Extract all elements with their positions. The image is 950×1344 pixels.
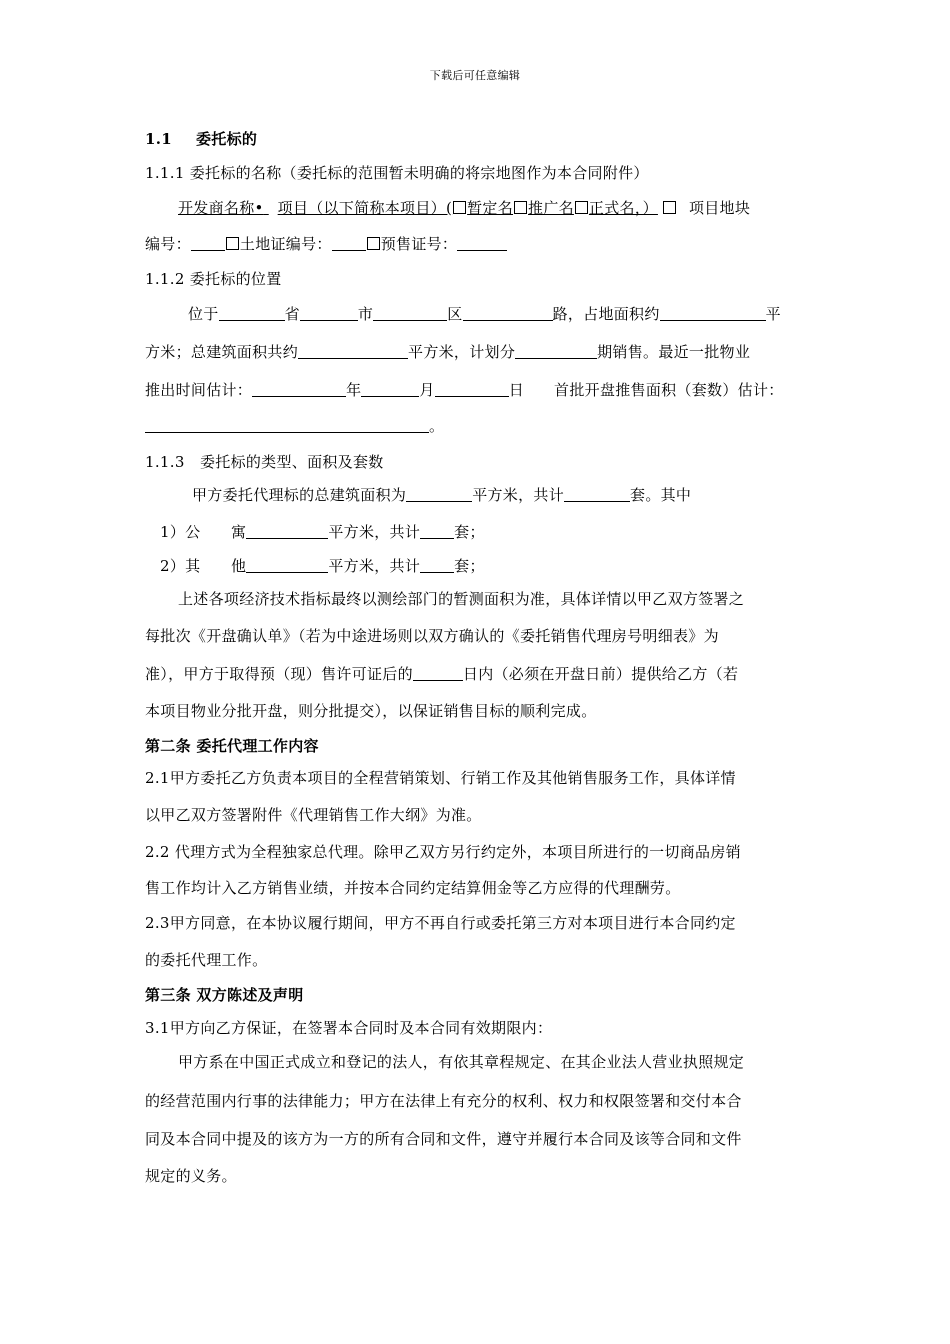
phases-label: 期销售。最近一批物业 bbox=[597, 343, 751, 361]
area-line bbox=[145, 342, 750, 362]
checkbox-plot[interactable] bbox=[663, 201, 676, 214]
first-batch-blank[interactable] bbox=[145, 417, 429, 433]
road-blank[interactable] bbox=[463, 305, 553, 321]
year-label: 年 bbox=[346, 381, 362, 399]
section-title: 委托标的 bbox=[196, 130, 258, 148]
city-label: 市 bbox=[357, 305, 374, 323]
land-area-blank[interactable] bbox=[660, 305, 766, 321]
land-cert-blank[interactable] bbox=[332, 235, 366, 251]
promo-name-label: 推广名 bbox=[528, 199, 574, 217]
first-batch-label: 首批开盘推售面积（套数）估计： bbox=[554, 381, 784, 399]
para-1-l4: 本项目物业分批开盘，则分批提交），以保证销售目标的顺利完成。 bbox=[145, 702, 597, 720]
plot-no-label: 编号： bbox=[145, 235, 191, 253]
total-c: 套。其中 bbox=[630, 486, 692, 504]
apt-a: 1）公 寓 bbox=[160, 523, 247, 541]
para-1-l2: 每批次《开盘确认单》（若为中途进场则以双方确认的《委托销售代理房号明细表》为 bbox=[145, 627, 719, 645]
period: 。 bbox=[429, 417, 445, 435]
oth-c: 套； bbox=[454, 557, 485, 575]
day-label: 日 bbox=[508, 381, 525, 399]
clause-3-2-l4: 规定的义务。 bbox=[145, 1167, 237, 1185]
phases-blank[interactable] bbox=[515, 343, 597, 359]
article-3-title: 第三条 双方陈述及声明 bbox=[145, 986, 304, 1004]
clause-3-2-l3: 同及本合同中提及的该方为一方的所有合同和文件，遵守并履行本合同及该等合同和文件 bbox=[145, 1130, 742, 1148]
plot-no-blank[interactable] bbox=[191, 235, 225, 251]
sqm-label-3: 平方米，计划分 bbox=[408, 343, 516, 361]
day-blank[interactable] bbox=[435, 381, 509, 397]
first-batch-line bbox=[145, 416, 444, 436]
district-blank[interactable] bbox=[373, 305, 447, 321]
clause-2-2-l2: 售工作均计入乙方销售业绩，并按本合同约定结算佣金等乙方应得的代理酬劳。 bbox=[145, 879, 681, 897]
province-label: 省 bbox=[284, 305, 300, 323]
total-units-blank[interactable] bbox=[564, 486, 630, 502]
clause-3-2-l2: 的经营范围内行事的法律能力；甲方在法律上有充分的权利、权力和权限签署和交付本合 bbox=[145, 1092, 742, 1110]
total-area-blank[interactable] bbox=[298, 343, 408, 359]
month-blank[interactable] bbox=[361, 381, 419, 397]
land-cert-label: 土地证编号： bbox=[239, 235, 332, 253]
oth-b: 平方米，共计 bbox=[328, 557, 421, 575]
checkbox-land-cert[interactable] bbox=[226, 237, 239, 250]
loc-at: 位于 bbox=[188, 305, 219, 323]
clause-1-1-2: 1.1.2 委托标的位置 bbox=[145, 270, 282, 288]
clause-3-1: 3.1甲方向乙方保证，在签署本合同时及本合同有效期限内： bbox=[145, 1019, 553, 1037]
clause-2-3-l2: 的委托代理工作。 bbox=[145, 951, 268, 969]
checkbox-tmp-name[interactable] bbox=[453, 201, 466, 214]
plot-label: 项目地块 bbox=[688, 199, 751, 217]
project-label: 项目（以下简称本项目）( bbox=[277, 199, 453, 217]
p1-l3b: 日内（必须在开盘日前）提供给乙方（若 bbox=[462, 665, 739, 683]
location-line bbox=[188, 304, 781, 324]
total-area-line bbox=[192, 485, 691, 505]
sqm-label-1: 平 bbox=[765, 305, 781, 323]
checkbox-formal-name[interactable] bbox=[575, 201, 588, 214]
clause-2-1-l1: 2.1甲方委托乙方负责本项目的全程营销策划、行销工作及其他销售服务工作，具体详情 bbox=[145, 769, 736, 787]
presale-blank[interactable] bbox=[457, 235, 507, 251]
section-number: 1.1 bbox=[145, 130, 172, 148]
para-1-l1: 上述各项经济技术指标最终以测绘部门的暂测面积为准，具体详情以甲乙双方签署之 bbox=[178, 590, 745, 608]
developer-line bbox=[178, 198, 750, 218]
para-1-l3 bbox=[145, 664, 738, 684]
clause-1-1-1: 1.1.1 委托标的名称（委托标的范围暂未明确的将宗地图作为本合同附件） bbox=[145, 164, 649, 182]
formal-name-label: 正式名，） bbox=[588, 199, 658, 217]
clause-2-2-l1: 2.2 代理方式为全程独家总代理。除甲乙双方另行约定外，本项目所进行的一切商品房销 bbox=[145, 843, 741, 861]
page-header: 下载后可任意编辑 bbox=[429, 69, 521, 82]
apt-c: 套； bbox=[454, 523, 485, 541]
article-2-title: 第二条 委托代理工作内容 bbox=[145, 737, 319, 755]
checkbox-presale[interactable] bbox=[367, 237, 380, 250]
section-title-1-1 bbox=[145, 129, 257, 149]
oth-a: 2）其 他 bbox=[160, 557, 247, 575]
apt-sqm-blank[interactable] bbox=[246, 523, 328, 539]
clause-2-1-l2: 以甲乙双方签署附件《代理销售工作大纲》为准。 bbox=[145, 806, 482, 824]
total-b: 平方米，共计 bbox=[472, 486, 565, 504]
clause-3-2-l1: 甲方系在中国正式成立和登记的法人，有依其章程规定、在其企业法人营业执照规定 bbox=[178, 1053, 745, 1071]
presale-label: 预售证号： bbox=[380, 235, 458, 253]
apt-units-blank[interactable] bbox=[420, 523, 454, 539]
apartment-line bbox=[160, 522, 485, 542]
clause-2-3-l1: 2.3甲方同意，在本协议履行期间，甲方不再自行或委托第三方对本项目进行本合同约定 bbox=[145, 914, 736, 932]
checkbox-promo-name[interactable] bbox=[514, 201, 527, 214]
oth-units-blank[interactable] bbox=[420, 557, 454, 573]
apt-b: 平方米，共计 bbox=[328, 523, 421, 541]
launch-line bbox=[145, 380, 784, 400]
road-label: 路，占地面积约 bbox=[552, 305, 660, 323]
launch-label: 推出时间估计： bbox=[145, 381, 253, 399]
days-blank[interactable] bbox=[413, 665, 463, 681]
p1-l3a: 准），甲方于取得预（现）售许可证后的 bbox=[145, 665, 413, 683]
sqm-label-2: 方米；总建筑面积共约 bbox=[145, 343, 299, 361]
tmp-name-label: 暂定名 bbox=[467, 199, 514, 217]
other-line bbox=[160, 556, 485, 576]
month-label: 月 bbox=[419, 381, 435, 399]
district-label: 区 bbox=[447, 305, 463, 323]
total-sqm-blank[interactable] bbox=[406, 486, 472, 502]
clause-1-1-3: 1.1.3 委托标的类型、面积及套数 bbox=[145, 453, 384, 471]
oth-sqm-blank[interactable] bbox=[246, 557, 328, 573]
year-blank[interactable] bbox=[252, 381, 346, 397]
province-blank[interactable] bbox=[219, 305, 285, 321]
total-a: 甲方委托代理标的总建筑面积为 bbox=[192, 486, 407, 504]
developer-name: 开发商名称• bbox=[178, 199, 264, 217]
cert-line bbox=[145, 234, 507, 254]
city-blank[interactable] bbox=[300, 305, 358, 321]
